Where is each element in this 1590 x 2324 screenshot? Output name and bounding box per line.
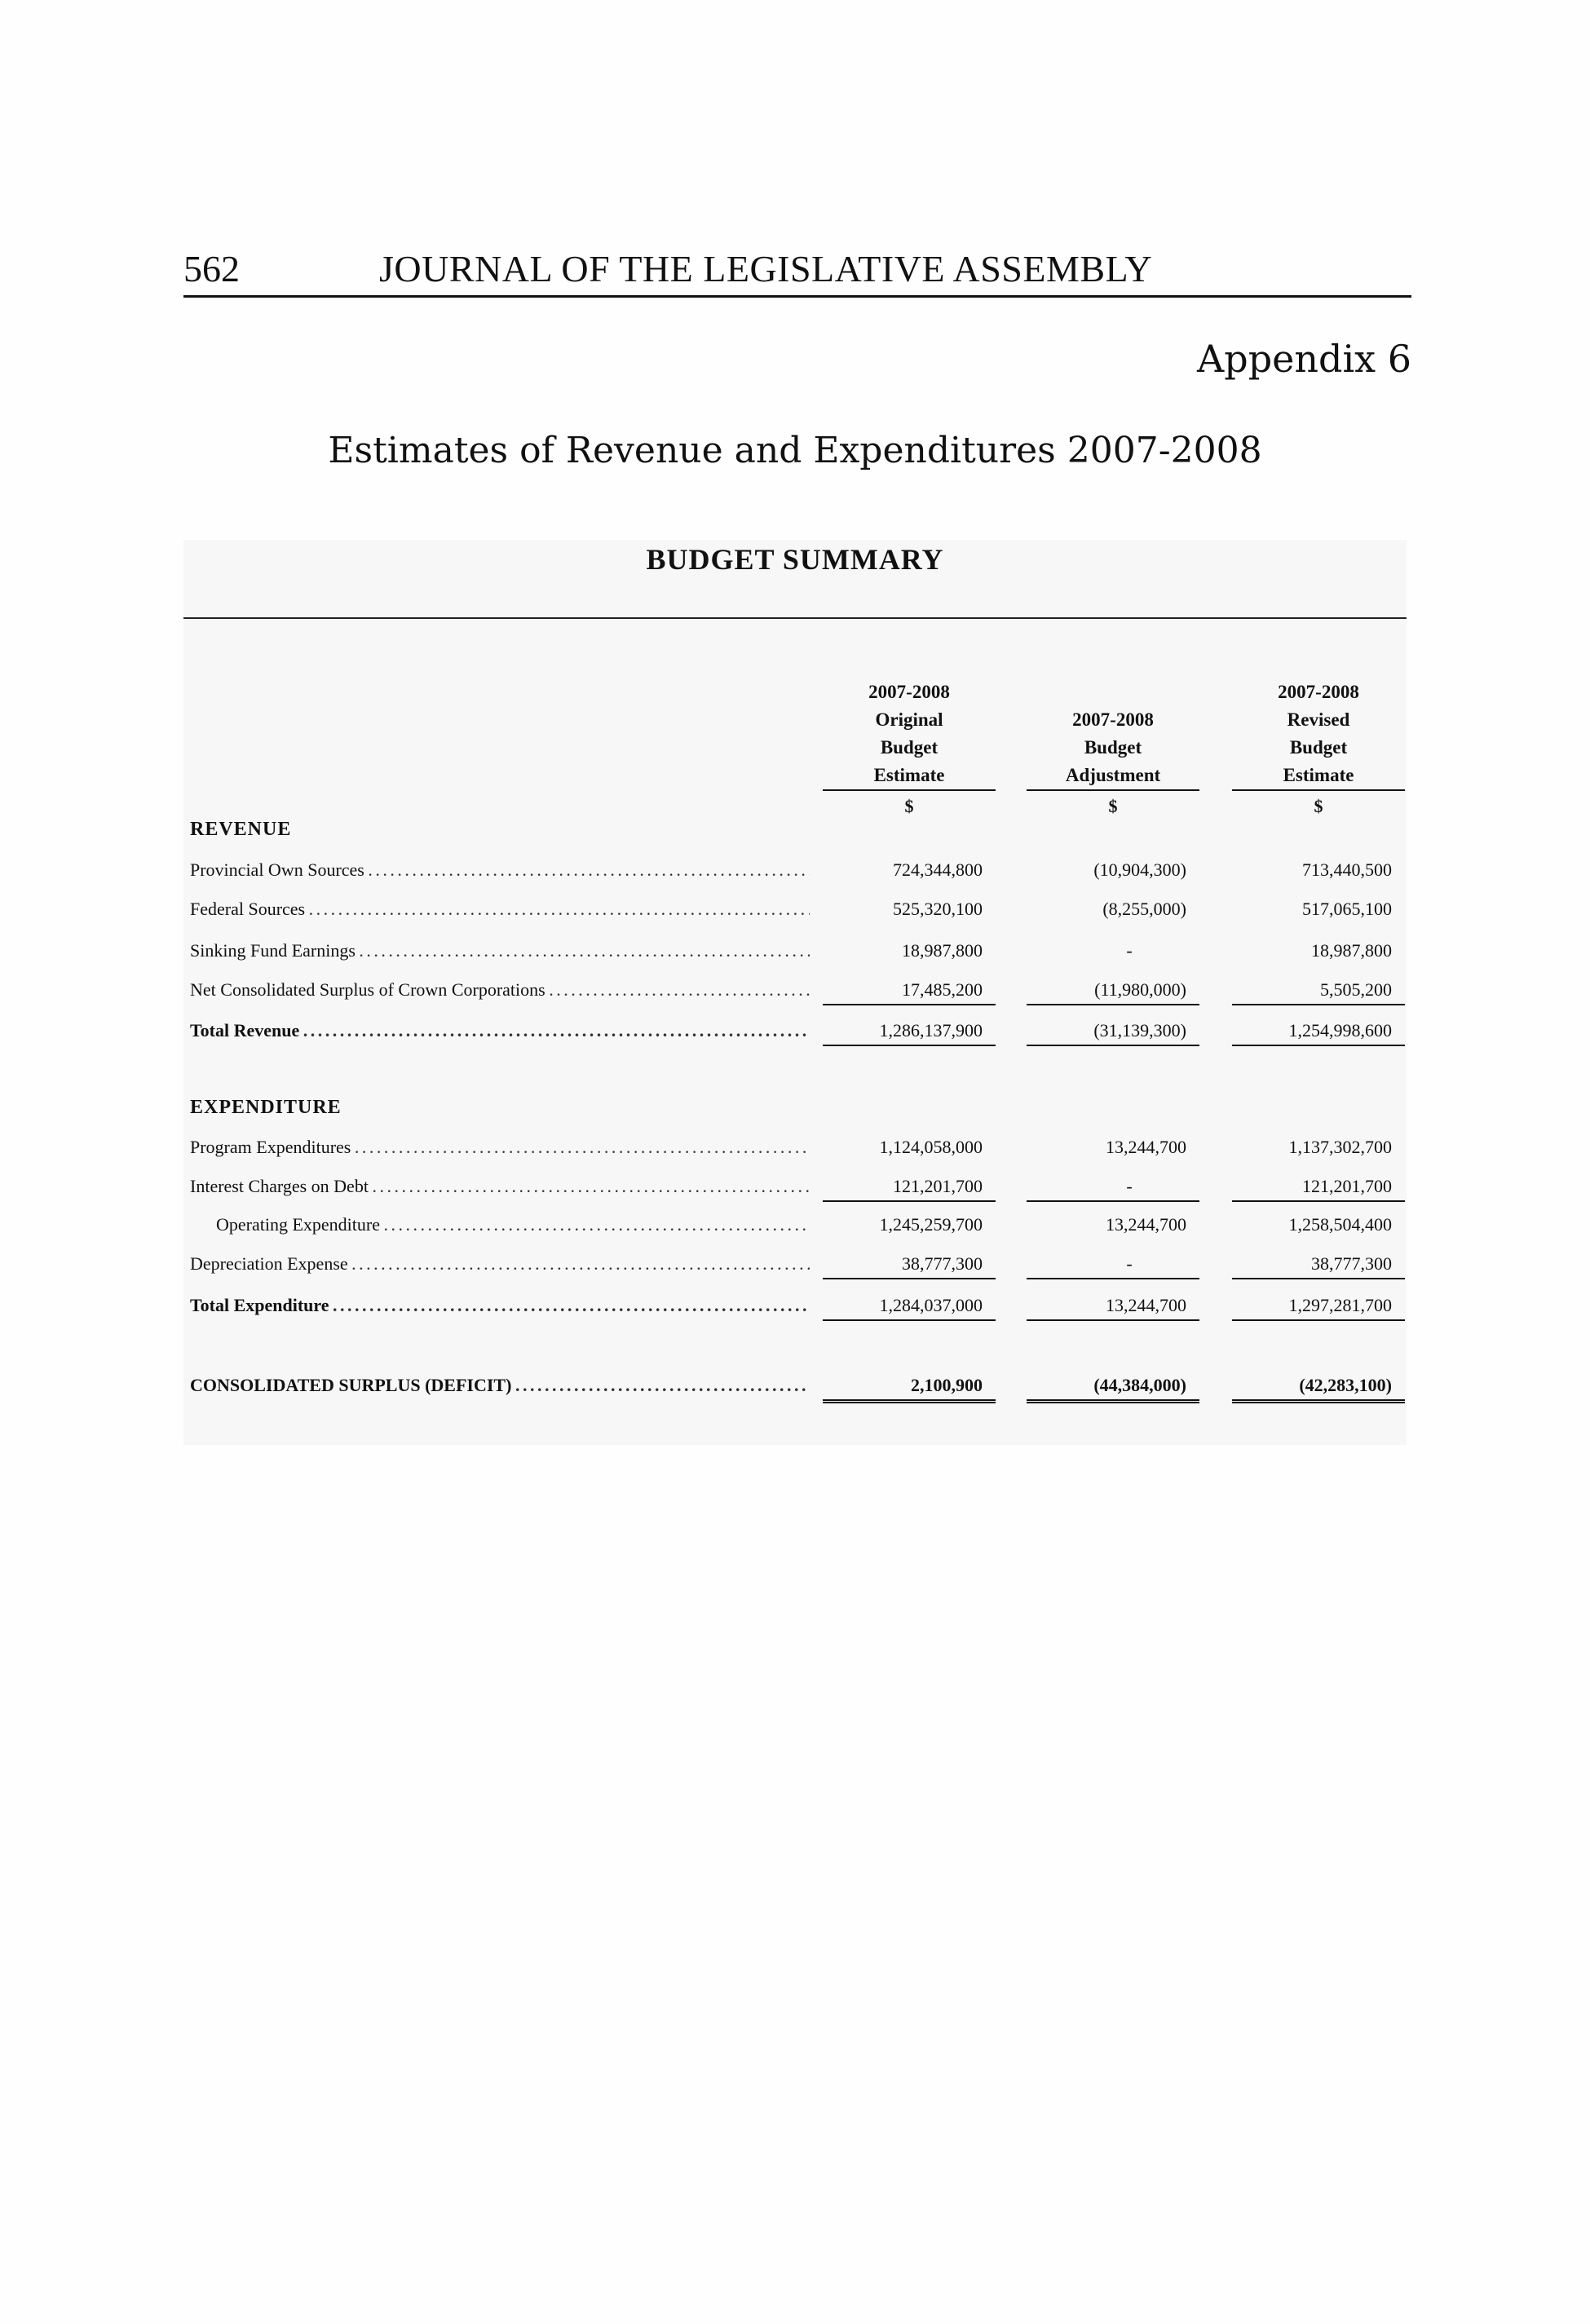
- budget-summary-table: [183, 540, 1407, 1445]
- cell-budget-adjustment: (44,384,000): [1027, 1372, 1199, 1403]
- cell-budget-adjustment: 13,244,700: [1106, 1214, 1186, 1235]
- row-label: Program Expenditures . . .: [190, 1133, 810, 1161]
- table-row: [183, 937, 1407, 965]
- table-row: [183, 1250, 1407, 1278]
- cell-budget-adjustment: (11,980,000): [1027, 976, 1199, 1005]
- journal-title: JOURNAL OF THE LEGISLATIVE ASSEMBLY: [379, 248, 1153, 289]
- table-row: [183, 856, 1407, 884]
- row-label: Provincial Own Sources . . .: [190, 856, 810, 884]
- row-label: Depreciation Expense . . .: [190, 1250, 810, 1278]
- column-heading-revised-estimate: [1232, 682, 1405, 816]
- section-heading-revenue: REVENUE: [190, 819, 292, 840]
- title-divider: [183, 617, 1407, 619]
- consolidated-surplus-row: [183, 1372, 1407, 1399]
- cell-budget-adjustment: -: [1027, 1173, 1199, 1202]
- column-heading-line: Adjustment: [1065, 765, 1161, 785]
- cell-budget-adjustment: (31,139,300): [1027, 1017, 1199, 1046]
- row-label: Interest Charges on Debt . . .: [190, 1173, 810, 1200]
- table-row: [183, 976, 1407, 1004]
- cell-original-estimate: 724,344,800: [893, 859, 983, 880]
- column-heading-line: 2007-2008: [1072, 709, 1154, 730]
- column-heading-line: Budget: [1289, 737, 1348, 758]
- cell-budget-adjustment: (8,255,000): [1102, 899, 1186, 919]
- column-heading-line: Estimate: [873, 765, 945, 785]
- column-unit: $: [904, 796, 914, 816]
- cell-original-estimate: 2,100,900: [823, 1372, 996, 1403]
- cell-revised-estimate: 1,137,302,700: [1288, 1137, 1392, 1157]
- row-label: Net Consolidated Surplus of Crown Corporations . . .: [190, 976, 810, 1004]
- cell-revised-estimate: 121,201,700: [1232, 1173, 1405, 1202]
- row-label: Total Expenditure . . .: [190, 1292, 810, 1319]
- column-heading-original-estimate: [823, 682, 996, 816]
- cell-revised-estimate: 5,505,200: [1232, 976, 1405, 1005]
- cell-original-estimate: 1,245,259,700: [879, 1214, 983, 1235]
- row-label: Federal Sources . . .: [190, 895, 810, 923]
- cell-original-estimate: 121,201,700: [823, 1173, 996, 1202]
- row-label: Operating Expenditure . . .: [216, 1211, 810, 1239]
- total-revenue-row: [183, 1017, 1407, 1045]
- section-heading-expenditure: EXPENDITURE: [190, 1097, 342, 1118]
- total-expenditure-row: [183, 1292, 1407, 1319]
- column-heading-line: 2007-2008: [868, 682, 950, 702]
- cell-budget-adjustment: 13,244,700: [1027, 1292, 1199, 1321]
- running-head: [183, 245, 1411, 298]
- document-title: Estimates of Revenue and Expenditures 2007-2008: [328, 430, 1262, 471]
- cell-original-estimate: 18,987,800: [902, 940, 983, 961]
- page-number: 562: [183, 248, 240, 289]
- column-heading-line: Budget: [1084, 737, 1142, 758]
- cell-revised-estimate: 713,440,500: [1302, 859, 1392, 880]
- row-label: Total Revenue . . .: [190, 1017, 810, 1045]
- column-heading-line: Revised: [1287, 709, 1350, 730]
- cell-revised-estimate: 1,258,504,400: [1288, 1214, 1392, 1235]
- row-label: CONSOLIDATED SURPLUS (DEFICIT) . . .: [190, 1372, 810, 1399]
- cell-budget-adjustment: 13,244,700: [1106, 1137, 1186, 1157]
- column-heading-line: Budget: [880, 737, 939, 758]
- column-unit: $: [1314, 796, 1323, 816]
- budget-summary-title: BUDGET SUMMARY: [646, 543, 944, 576]
- cell-budget-adjustment: -: [1126, 940, 1133, 961]
- cell-revised-estimate: 517,065,100: [1302, 899, 1392, 919]
- column-heading-line: 2007-2008: [1278, 682, 1359, 702]
- table-row: [183, 1133, 1407, 1161]
- table-row: [183, 1211, 1407, 1239]
- cell-original-estimate: 1,286,137,900: [823, 1017, 996, 1046]
- table-row: [183, 1173, 1407, 1200]
- cell-revised-estimate: (42,283,100): [1232, 1372, 1405, 1403]
- column-unit: $: [1108, 796, 1118, 816]
- cell-original-estimate: 17,485,200: [823, 976, 996, 1005]
- appendix-label: Appendix 6: [1197, 337, 1411, 381]
- cell-budget-adjustment: -: [1027, 1250, 1199, 1279]
- cell-original-estimate: 1,124,058,000: [879, 1137, 983, 1157]
- cell-original-estimate: 1,284,037,000: [823, 1292, 996, 1321]
- row-label: Sinking Fund Earnings . . .: [190, 937, 810, 965]
- cell-revised-estimate: 1,254,998,600: [1232, 1017, 1405, 1046]
- cell-budget-adjustment: (10,904,300): [1093, 859, 1186, 880]
- cell-revised-estimate: 18,987,800: [1311, 940, 1392, 961]
- column-heading-line: Estimate: [1283, 765, 1354, 785]
- table-row: [183, 895, 1407, 923]
- cell-revised-estimate: 1,297,281,700: [1232, 1292, 1405, 1321]
- column-heading-line: Original: [875, 709, 943, 730]
- cell-revised-estimate: 38,777,300: [1232, 1250, 1405, 1279]
- cell-original-estimate: 525,320,100: [893, 899, 983, 919]
- cell-original-estimate: 38,777,300: [823, 1250, 996, 1279]
- column-heading-budget-adjustment: [1027, 687, 1199, 816]
